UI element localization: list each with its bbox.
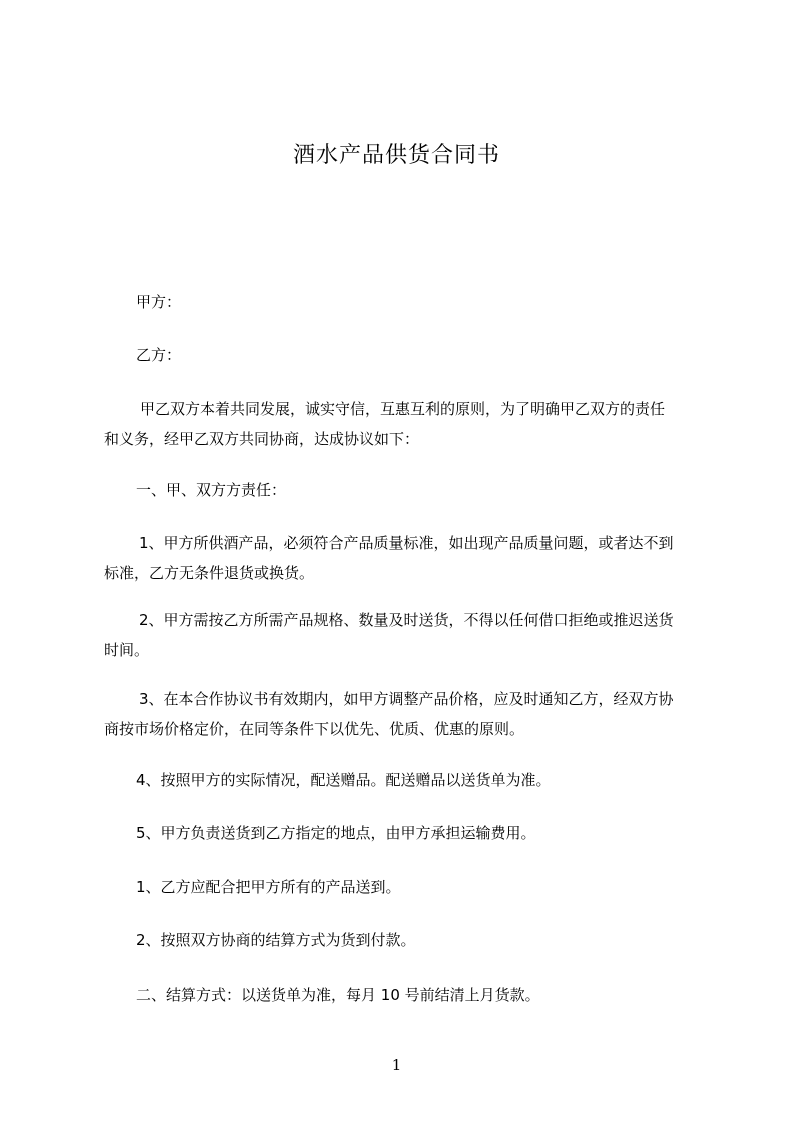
party-b-clause-1: 1、乙方应配合把甲方所有的产品送到。 [136, 878, 401, 896]
page-number: 1 [391, 1056, 402, 1074]
clause-1 [104, 528, 716, 588]
clause-3-line-2: 商按市场价格定价，在同等条件下以优先、优质、优惠的原则。 [104, 720, 525, 738]
clause-2 [104, 605, 716, 665]
party-b-label: 乙方： [136, 346, 182, 364]
section2-settlement: 二、结算方式：以送货单为准，每月 10 号前结清上月货款。 [136, 986, 540, 1004]
clause-2-line-2: 时间。 [104, 641, 150, 659]
section1-heading: 一、甲、双方方责任： [136, 481, 287, 499]
clause-3-line-1: 3、在本合作协议书有效期内，如甲方调整产品价格，应及时通知乙方，经双方协 [139, 690, 674, 708]
clause-5: 5、甲方负责送货到乙方指定的地点，由甲方承担运输费用。 [136, 824, 536, 842]
party-a-label: 甲方： [136, 293, 182, 311]
clause-2-line-1: 2、甲方需按乙方所需产品规格、数量及时送货，不得以任何借口拒绝或推迟送货 [139, 611, 674, 629]
clause-4: 4、按照甲方的实际情况，配送赠品。配送赠品以送货单为准。 [136, 771, 551, 789]
intro-line-1: 甲乙双方本着共同发展，诚实守信，互惠互利的原则，为了明确甲乙双方的责任 [140, 400, 666, 418]
clause-3 [104, 684, 716, 744]
clause-1-line-2: 标准，乙方无条件退货或换货。 [104, 564, 315, 582]
intro-line-2: 和义务，经甲乙双方共同协商，达成协议如下： [104, 430, 420, 448]
intro-paragraph [104, 394, 716, 454]
document-title: 酒水产品供货合同书 [292, 143, 500, 168]
clause-1-line-1: 1、甲方所供酒产品，必须符合产品质量标准，如出现产品质量问题，或者达不到 [139, 534, 674, 552]
party-b-clause-2: 2、按照双方协商的结算方式为货到付款。 [136, 931, 416, 949]
